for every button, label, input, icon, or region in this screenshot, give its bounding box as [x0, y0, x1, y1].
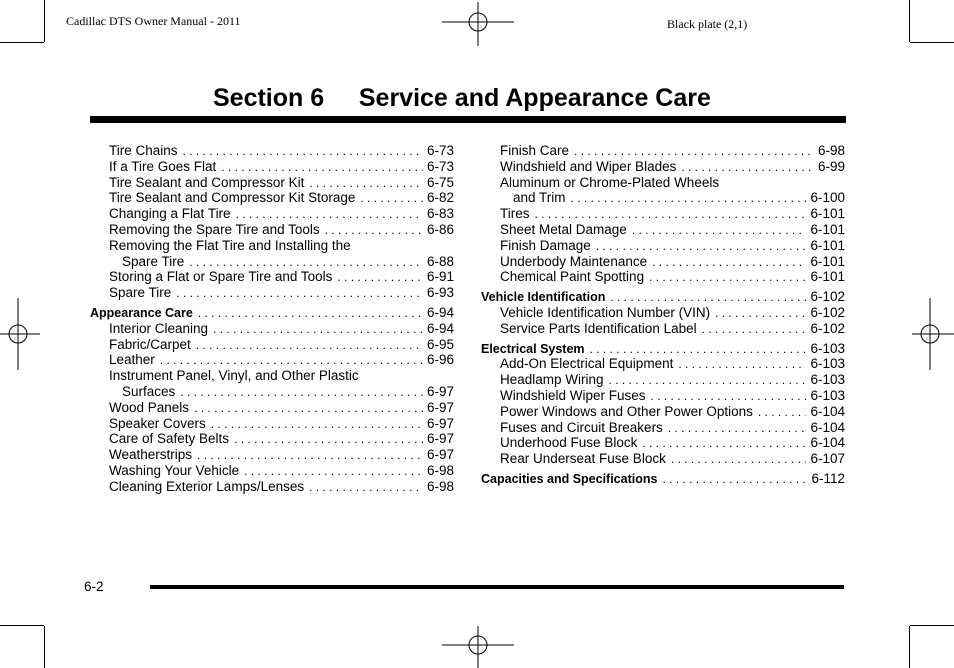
toc-entry-label: Changing a Flat Tire — [109, 206, 231, 222]
registration-mark-bottom — [442, 626, 514, 668]
toc-entry[interactable] — [481, 451, 845, 467]
toc-entry[interactable] — [90, 479, 454, 495]
toc-entry-page: 6-104 — [810, 419, 845, 435]
dot-leader — [610, 290, 806, 306]
toc-entry-page: 6-91 — [426, 269, 454, 285]
toc-entry-page: 6-101 — [810, 237, 845, 253]
toc-entry-label: Rear Underseat Fuse Block — [500, 451, 666, 467]
toc-entry-label: Finish Care — [500, 143, 570, 158]
toc-entry-page: 6-104 — [810, 435, 845, 451]
toc-entry[interactable] — [90, 285, 454, 301]
toc-entry-label: Electrical System — [481, 341, 585, 356]
registration-mark-left — [0, 298, 40, 370]
toc-entry-page: 6-73 — [426, 143, 454, 158]
toc-entry-page: 6-97 — [426, 431, 454, 447]
toc-entry-label: Underbody Maintenance — [500, 253, 648, 269]
toc-entry-page: 6-83 — [426, 206, 454, 222]
dot-leader — [596, 239, 807, 255]
toc-entry-label: Instrument Panel, Vinyl, and Other Plastic — [109, 368, 359, 384]
dot-leader — [671, 452, 807, 468]
toc-entry-label: Headlamp Wiring — [500, 372, 604, 388]
toc-entry-label: Windshield and Wiper Blades — [500, 158, 677, 174]
toc-entry-page: 6-75 — [426, 174, 454, 190]
toc-entry-page: 6-98 — [817, 143, 845, 158]
dot-leader — [571, 191, 807, 207]
dot-leader — [715, 306, 806, 322]
dot-leader — [662, 472, 807, 488]
toc-entry-label: Removing the Flat Tire and Installing the — [109, 237, 351, 253]
dot-leader — [574, 144, 814, 160]
toc-entry-page: 6-102 — [810, 320, 845, 336]
toc-left-column — [90, 143, 454, 495]
toc-section-heading[interactable] — [90, 305, 454, 321]
toc-entry[interactable] — [481, 175, 845, 191]
toc-entry-page: 6-100 — [810, 190, 845, 206]
toc-entry-label: and Trim — [513, 190, 566, 206]
toc-entry-page: 6-101 — [810, 221, 845, 237]
toc-entry-label: Aluminum or Chrome-Plated Wheels — [500, 174, 720, 190]
toc-entry-page: 6-95 — [426, 336, 454, 352]
dot-leader — [213, 322, 423, 338]
toc-entry[interactable] — [481, 190, 845, 206]
page-number: 6-2 — [84, 579, 104, 594]
dot-leader — [309, 480, 423, 496]
dot-leader — [180, 385, 423, 401]
section-title: Section 6 Service and Appearance Care — [213, 84, 711, 112]
toc-entry-page: 6-103 — [810, 356, 845, 372]
dot-leader — [160, 353, 423, 369]
toc-entry-page: 6-98 — [426, 478, 454, 494]
dot-leader — [590, 342, 807, 358]
toc-entry[interactable] — [90, 143, 454, 159]
dot-leader — [758, 405, 807, 421]
dot-leader — [183, 144, 423, 160]
toc-entry[interactable] — [90, 190, 454, 206]
toc-entry-label: If a Tire Goes Flat — [109, 158, 217, 174]
toc-entry-page: 6-103 — [810, 387, 845, 403]
dot-leader — [234, 432, 423, 448]
dot-leader — [702, 322, 807, 338]
toc-entry[interactable] — [90, 222, 454, 238]
toc-entry-page: 6-82 — [426, 190, 454, 206]
toc-entry-page: 6-103 — [810, 340, 845, 356]
dot-leader — [609, 373, 807, 389]
toc-entry[interactable] — [90, 175, 454, 191]
toc-entry-page: 6-86 — [426, 221, 454, 237]
toc-entry[interactable] — [90, 254, 454, 270]
toc-entry-page: 6-101 — [810, 269, 845, 285]
dot-leader — [535, 207, 807, 223]
dot-leader — [325, 223, 423, 239]
toc-entry[interactable] — [90, 238, 454, 254]
toc-entry-page: 6-93 — [426, 285, 454, 301]
toc-entry[interactable] — [90, 416, 454, 432]
dot-leader — [194, 401, 423, 417]
toc-entry[interactable] — [481, 222, 845, 238]
toc-entry-label: Fuses and Circuit Breakers — [500, 419, 663, 435]
toc-entry[interactable] — [481, 388, 845, 404]
toc-entry-page: 6-112 — [811, 470, 845, 486]
dot-leader — [196, 338, 423, 354]
dot-leader — [678, 357, 806, 373]
dot-leader — [244, 464, 423, 480]
toc-entry-label: Washing Your Vehicle — [109, 462, 240, 478]
toc-entry[interactable] — [90, 384, 454, 400]
dot-leader — [197, 448, 423, 464]
toc-entry-page: 6-97 — [426, 383, 454, 399]
dot-leader — [652, 255, 806, 271]
toc-entry[interactable] — [481, 305, 845, 321]
toc-entry[interactable] — [481, 356, 845, 372]
toc-entry-page: 6-102 — [810, 289, 845, 305]
toc-entry-label: Vehicle Identification — [481, 290, 606, 305]
toc-entry-page: 6-97 — [426, 447, 454, 463]
toc-entry-page: 6-88 — [426, 253, 454, 269]
dot-leader — [649, 270, 806, 286]
dot-leader — [189, 255, 423, 271]
toc-section-heading[interactable] — [481, 289, 845, 305]
toc-entry-label: Cleaning Exterior Lamps/Lenses — [109, 478, 305, 494]
dot-leader — [642, 436, 806, 452]
toc-entry-page: 6-99 — [817, 158, 845, 174]
toc-entry-label: Chemical Paint Spotting — [500, 269, 645, 285]
toc-entry[interactable] — [90, 159, 454, 175]
toc-entry-label: Add-On Electrical Equipment — [500, 356, 674, 372]
dot-leader — [651, 389, 807, 405]
toc-entry-page: 6-104 — [810, 403, 845, 419]
toc-entry-label: Tires — [500, 206, 530, 222]
dot-leader — [668, 421, 807, 437]
toc-entry[interactable] — [481, 238, 845, 254]
toc-entry[interactable] — [481, 269, 845, 285]
dot-leader — [632, 223, 807, 239]
toc-entry-page: 6-97 — [426, 399, 454, 415]
toc-entry[interactable] — [90, 368, 454, 384]
toc-entry-page: 6-102 — [810, 304, 845, 320]
toc-entry-label: Storing a Flat or Spare Tire and Tools — [109, 269, 333, 285]
toc-entry-label: Capacities and Specifications — [481, 471, 658, 486]
toc-entry[interactable] — [90, 463, 454, 479]
toc-entry-label: Tire Sealant and Compressor Kit Storage — [109, 190, 356, 206]
toc-entry-label: Weatherstrips — [109, 447, 193, 463]
toc-entry-label: Underhood Fuse Block — [500, 435, 638, 451]
toc-entry-label: Wood Panels — [109, 399, 190, 415]
toc-entry-label: Tire Chains — [109, 143, 178, 158]
toc-section-heading[interactable] — [481, 341, 845, 357]
toc-entry-page: 6-103 — [810, 372, 845, 388]
toc-entry[interactable] — [481, 321, 845, 337]
dot-leader — [236, 207, 423, 223]
toc-entry-label: Leather — [109, 352, 155, 368]
toc-entry-label: Tire Sealant and Compressor Kit — [109, 174, 305, 190]
footer-rule — [150, 585, 844, 589]
manual-title-header: Cadillac DTS Owner Manual - 2011 — [66, 14, 241, 28]
toc-entry-label: Speaker Covers — [109, 415, 206, 431]
toc-entry[interactable] — [481, 372, 845, 388]
toc-entry-page: 6-107 — [810, 451, 845, 467]
toc-entry[interactable] — [481, 420, 845, 436]
plate-label: Black plate (2,1) — [667, 17, 748, 31]
dot-leader — [337, 270, 423, 286]
toc-entry[interactable] — [481, 435, 845, 451]
toc-entry-label: Removing the Spare Tire and Tools — [109, 221, 320, 237]
toc-section-heading[interactable] — [481, 471, 845, 487]
dot-leader — [211, 417, 423, 433]
toc-entry-label: Sheet Metal Damage — [500, 221, 627, 237]
toc-entry[interactable] — [90, 269, 454, 285]
toc-entry-label: Windshield Wiper Fuses — [500, 387, 646, 403]
dot-leader — [681, 160, 814, 176]
toc-entry[interactable] — [90, 352, 454, 368]
toc-entry-label: Interior Cleaning — [109, 320, 209, 336]
toc-entry-label: Vehicle Identification Number (VIN) — [500, 304, 711, 320]
dot-leader — [309, 176, 423, 192]
title-rule — [90, 116, 846, 123]
toc-entry[interactable] — [90, 206, 454, 222]
toc-right-column — [481, 143, 845, 487]
toc-entry[interactable] — [90, 447, 454, 463]
toc-entry-label: Care of Safety Belts — [109, 431, 230, 447]
toc-entry-label: Spare Tire — [109, 285, 172, 301]
toc-entry-label: Appearance Care — [90, 305, 193, 320]
dot-leader — [360, 191, 423, 207]
toc-entry-label: Surfaces — [122, 383, 176, 399]
toc-entry-page: 6-94 — [426, 320, 454, 336]
toc-entry[interactable] — [481, 404, 845, 420]
toc-entry-label: Spare Tire — [122, 253, 185, 269]
toc-entry[interactable] — [90, 431, 454, 447]
toc-entry-page: 6-101 — [810, 253, 845, 269]
registration-mark-top — [442, 2, 514, 46]
dot-leader — [176, 286, 423, 302]
toc-entry[interactable] — [481, 206, 845, 222]
toc-entry[interactable] — [481, 254, 845, 270]
toc-entry[interactable] — [90, 400, 454, 416]
dot-leader — [198, 306, 423, 322]
toc-entry[interactable] — [90, 337, 454, 353]
toc-entry[interactable] — [90, 321, 454, 337]
dot-leader — [221, 160, 423, 176]
toc-entry-page: 6-101 — [810, 206, 845, 222]
toc-entry[interactable] — [481, 143, 845, 159]
toc-entry-page: 6-94 — [426, 304, 454, 320]
toc-entry-page: 6-96 — [426, 352, 454, 368]
toc-entry-label: Fabric/Carpet — [109, 336, 191, 352]
toc-entry-page: 6-97 — [426, 415, 454, 431]
toc-entry-label: Service Parts Identification Label — [500, 320, 697, 336]
toc-entry-page: 6-73 — [426, 158, 454, 174]
toc-entry-page: 6-98 — [426, 462, 454, 478]
toc-entry[interactable] — [481, 159, 845, 175]
toc-entry-label: Finish Damage — [500, 237, 591, 253]
registration-mark-right — [912, 298, 954, 370]
toc-entry-label: Power Windows and Other Power Options — [500, 403, 753, 419]
